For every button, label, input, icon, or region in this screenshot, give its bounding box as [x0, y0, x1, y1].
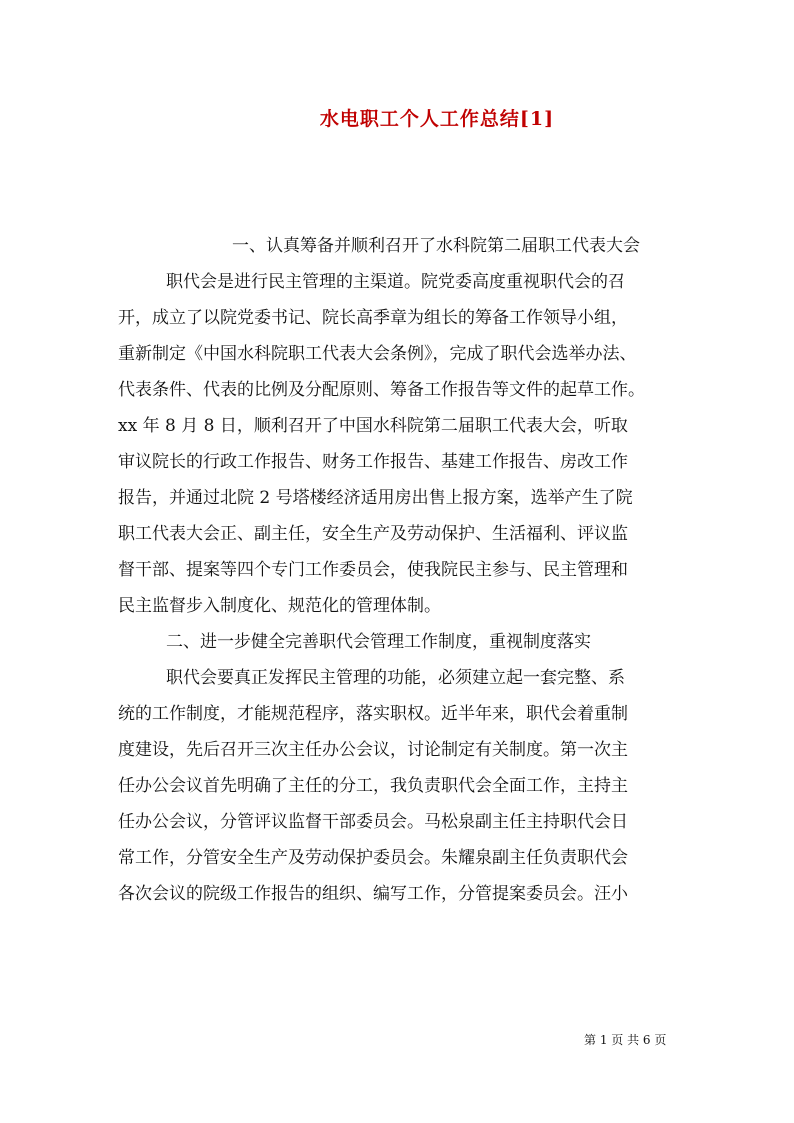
paragraph-line: 常工作，分管安全生产及劳动保护委员会。朱耀泉副主任负责职代会 [118, 848, 628, 868]
document-body [118, 228, 688, 912]
paragraph-line: 审议院长的行政工作报告、财务工作报告、基建工作报告、房改工作 [118, 452, 628, 472]
paragraph-line: 各次会议的院级工作报告的组织、编写工作，分管提案委员会。汪小 [118, 884, 628, 904]
paragraph-line: 代表条件、代表的比例及分配原则、筹备工作报告等文件的起草工作。 [118, 380, 645, 400]
paragraph-line: 督干部、提案等四个专门工作委员会，使我院民主参与、民主管理和 [118, 560, 628, 580]
paragraph-line: 报告，并通过北院 2 号塔楼经济适用房出售上报方案，选举产生了院 [118, 488, 633, 508]
paragraph-line: 重新制定《中国水科院职工代表大会条例》，完成了职代会选举办法、 [118, 344, 637, 364]
paragraph-line: 民主监督步入制度化、规范化的管理体制。 [118, 596, 441, 616]
paragraph-line: 任办公会议首先明确了主任的分工，我负责职代会全面工作，主持主 [118, 776, 628, 796]
paragraph-line: 职代会是进行民主管理的主渠道。院党委高度重视职代会的召 [166, 272, 625, 292]
section-heading-1: 一、认真筹备并顺利召开了水科院第二届职工代表大会 [232, 236, 640, 256]
paragraph-line: 任办公会议，分管评议监督干部委员会。马松泉副主任主持职代会日 [118, 812, 628, 832]
page-number-footer: 第 1 页 共 6 页 [584, 1033, 667, 1047]
paragraph-line: 度建设，先后召开三次主任办公会议，讨论制定有关制度。第一次主 [118, 740, 628, 760]
document-title: 水电职工个人工作总结[1] [319, 108, 555, 130]
paragraph-line: 开，成立了以院党委书记、院长高季章为组长的筹备工作领导小组， [118, 308, 628, 328]
paragraph-line: 统的工作制度，才能规范程序，落实职权。近半年来，职代会着重制 [118, 704, 628, 724]
paragraph-line: 职工代表大会正、副主任，安全生产及劳动保护、生活福利、评议监 [118, 524, 628, 544]
section-heading-2: 二、进一步健全完善职代会管理工作制度，重视制度落实 [166, 632, 591, 652]
paragraph-line: xx 年 8 月 8 日，顺利召开了中国水科院第二届职工代表大会，听取 [118, 416, 628, 436]
paragraph-line: 职代会要真正发挥民主管理的功能，必须建立起一套完整、系 [166, 668, 625, 688]
